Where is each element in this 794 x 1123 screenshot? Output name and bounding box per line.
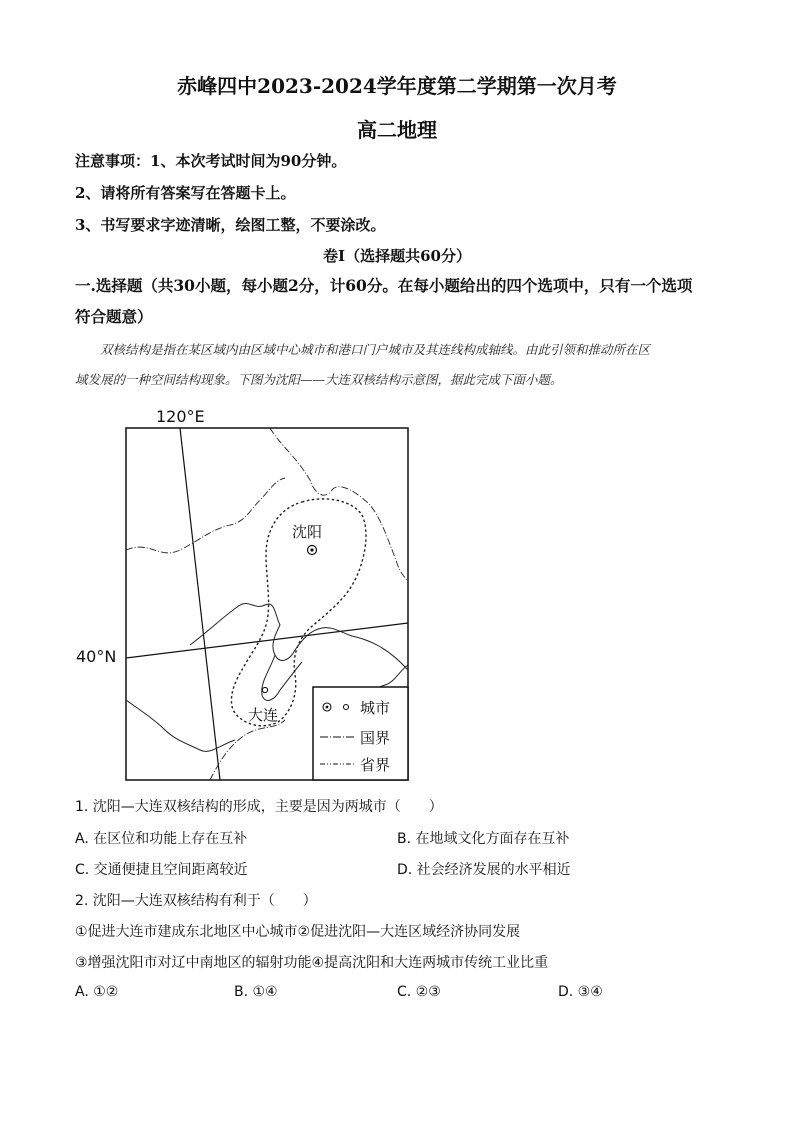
question-2-option-c: C. ②③ — [397, 984, 441, 1000]
exam-title: 赤峰四中2023-2024学年度第二学期第一次月考 — [177, 74, 617, 98]
legend-city-symbol-small — [344, 705, 349, 710]
part-title-line-2: 符合题意） — [75, 307, 153, 326]
longitude-label: 120°E — [156, 407, 205, 426]
question-1-option-a: A. 在区位和功能上存在互补 — [75, 831, 248, 847]
part-title-line-1: 一.选择题（共30小题，每小题2分，计60分。在每小题给出的四个选项中，只有一个选项 — [75, 276, 693, 295]
legend-national-border-label: 国界 — [360, 729, 391, 747]
question-2-option-a: A. ①② — [75, 984, 119, 1000]
question-2-stem: 2. 沈阳—大连双核结构有利于（ ） — [75, 893, 317, 909]
section-title: 卷Ⅰ（选择题共60分） — [323, 247, 471, 265]
shenyang-dalian-map — [70, 400, 420, 790]
note-line-2: 2、请将所有答案写在答题卡上。 — [75, 184, 296, 202]
question-1-stem: 1. 沈阳—大连双核结构的形成，主要是因为两城市（ ） — [75, 799, 443, 815]
note-line-1: 注意事项：1、本次考试时间为90分钟。 — [75, 152, 347, 170]
legend-city-symbol-dot — [326, 706, 329, 709]
question-1-option-c: C. 交通便捷且空间距离较近 — [75, 862, 248, 878]
question-2-option-d: D. ③④ — [558, 984, 603, 1000]
latitude-label: 40°N — [76, 647, 117, 666]
intro-line-2: 域发展的一种空间结构现象。下图为沈阳——大连双核结构示意图，据此完成下面小题。 — [75, 372, 563, 387]
shenyang-label: 沈阳 — [292, 523, 323, 541]
intro-line-1: 双核结构是指在某区域内由区域中心城市和港口门户城市及其连线构成轴线。由此引领和推动所在区 — [100, 342, 651, 357]
note-line-3: 3、书写要求字迹清晰，绘图工整，不要涂改。 — [75, 216, 386, 234]
question-1-option-d: D. 社会经济发展的水平相近 — [397, 862, 571, 878]
question-2-statements-1: ①促进大连市建成东北地区中心城市②促进沈阳—大连区域经济协同发展 — [75, 924, 521, 940]
question-2-option-b: B. ①④ — [234, 984, 278, 1000]
exam-subject: 高二地理 — [357, 118, 437, 142]
shenyang-symbol-dot — [310, 548, 313, 551]
legend-provincial-border-label: 省界 — [360, 756, 391, 774]
dalian-symbol — [262, 687, 267, 692]
question-2-statements-2: ③增强沈阳市对辽中南地区的辐射功能④提高沈阳和大连两城市传统工业比重 — [75, 955, 549, 971]
legend-city-label: 城市 — [360, 699, 391, 717]
question-1-option-b: B. 在地域文化方面存在互补 — [397, 831, 570, 847]
dalian-label: 大连 — [248, 706, 279, 724]
